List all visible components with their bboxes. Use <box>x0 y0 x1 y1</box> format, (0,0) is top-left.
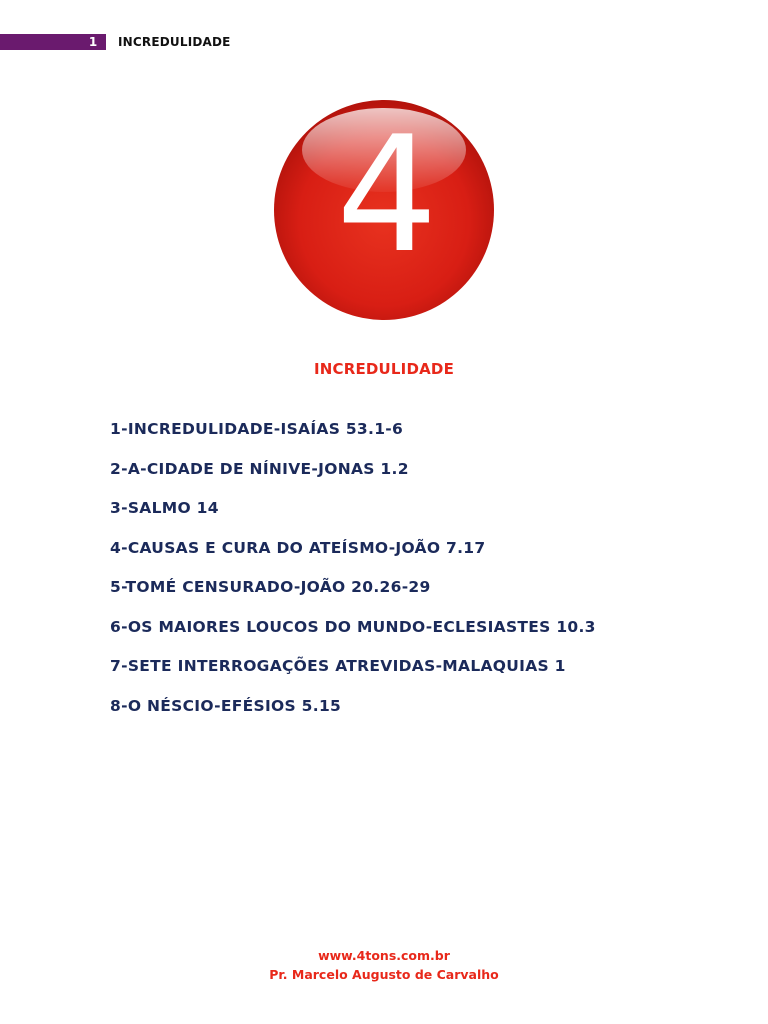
toc-item: 7-SETE INTERROGAÇÕES ATREVIDAS-MALAQUIAS 1 <box>110 657 566 675</box>
toc-item: 5-TOMÉ CENSURADO-JOÃO 20.26-29 <box>110 578 431 596</box>
footer-author: Pr. Marcelo Augusto de Carvalho <box>269 967 499 982</box>
footer <box>0 946 768 984</box>
toc-item: 2-A-CIDADE DE NÍNIVE-JONAS 1.2 <box>110 459 409 478</box>
badge-digit: 4 <box>336 101 438 288</box>
toc-item: 6-OS MAIORES LOUCOS DO MUNDO-ECLESIASTES 10.3 <box>110 617 596 636</box>
toc-item: 1-INCREDULIDADE-ISAÍAS 53.1-6 <box>110 420 404 438</box>
footer-website: www.4tons.com.br <box>318 948 450 963</box>
page-number: 1 <box>88 35 98 49</box>
header-title: INCREDULIDADE <box>118 35 231 49</box>
number-four-badge <box>266 92 502 328</box>
toc-item: 3-SALMO 14 <box>110 499 219 517</box>
toc-item: 4-CAUSAS E CURA DO ATEÍSMO-JOÃO 7.17 <box>110 538 486 557</box>
document-title: INCREDULIDADE <box>313 360 455 378</box>
table-of-contents <box>110 420 596 736</box>
toc-item: 8-O NÉSCIO-EFÉSIOS 5.15 <box>110 696 342 715</box>
